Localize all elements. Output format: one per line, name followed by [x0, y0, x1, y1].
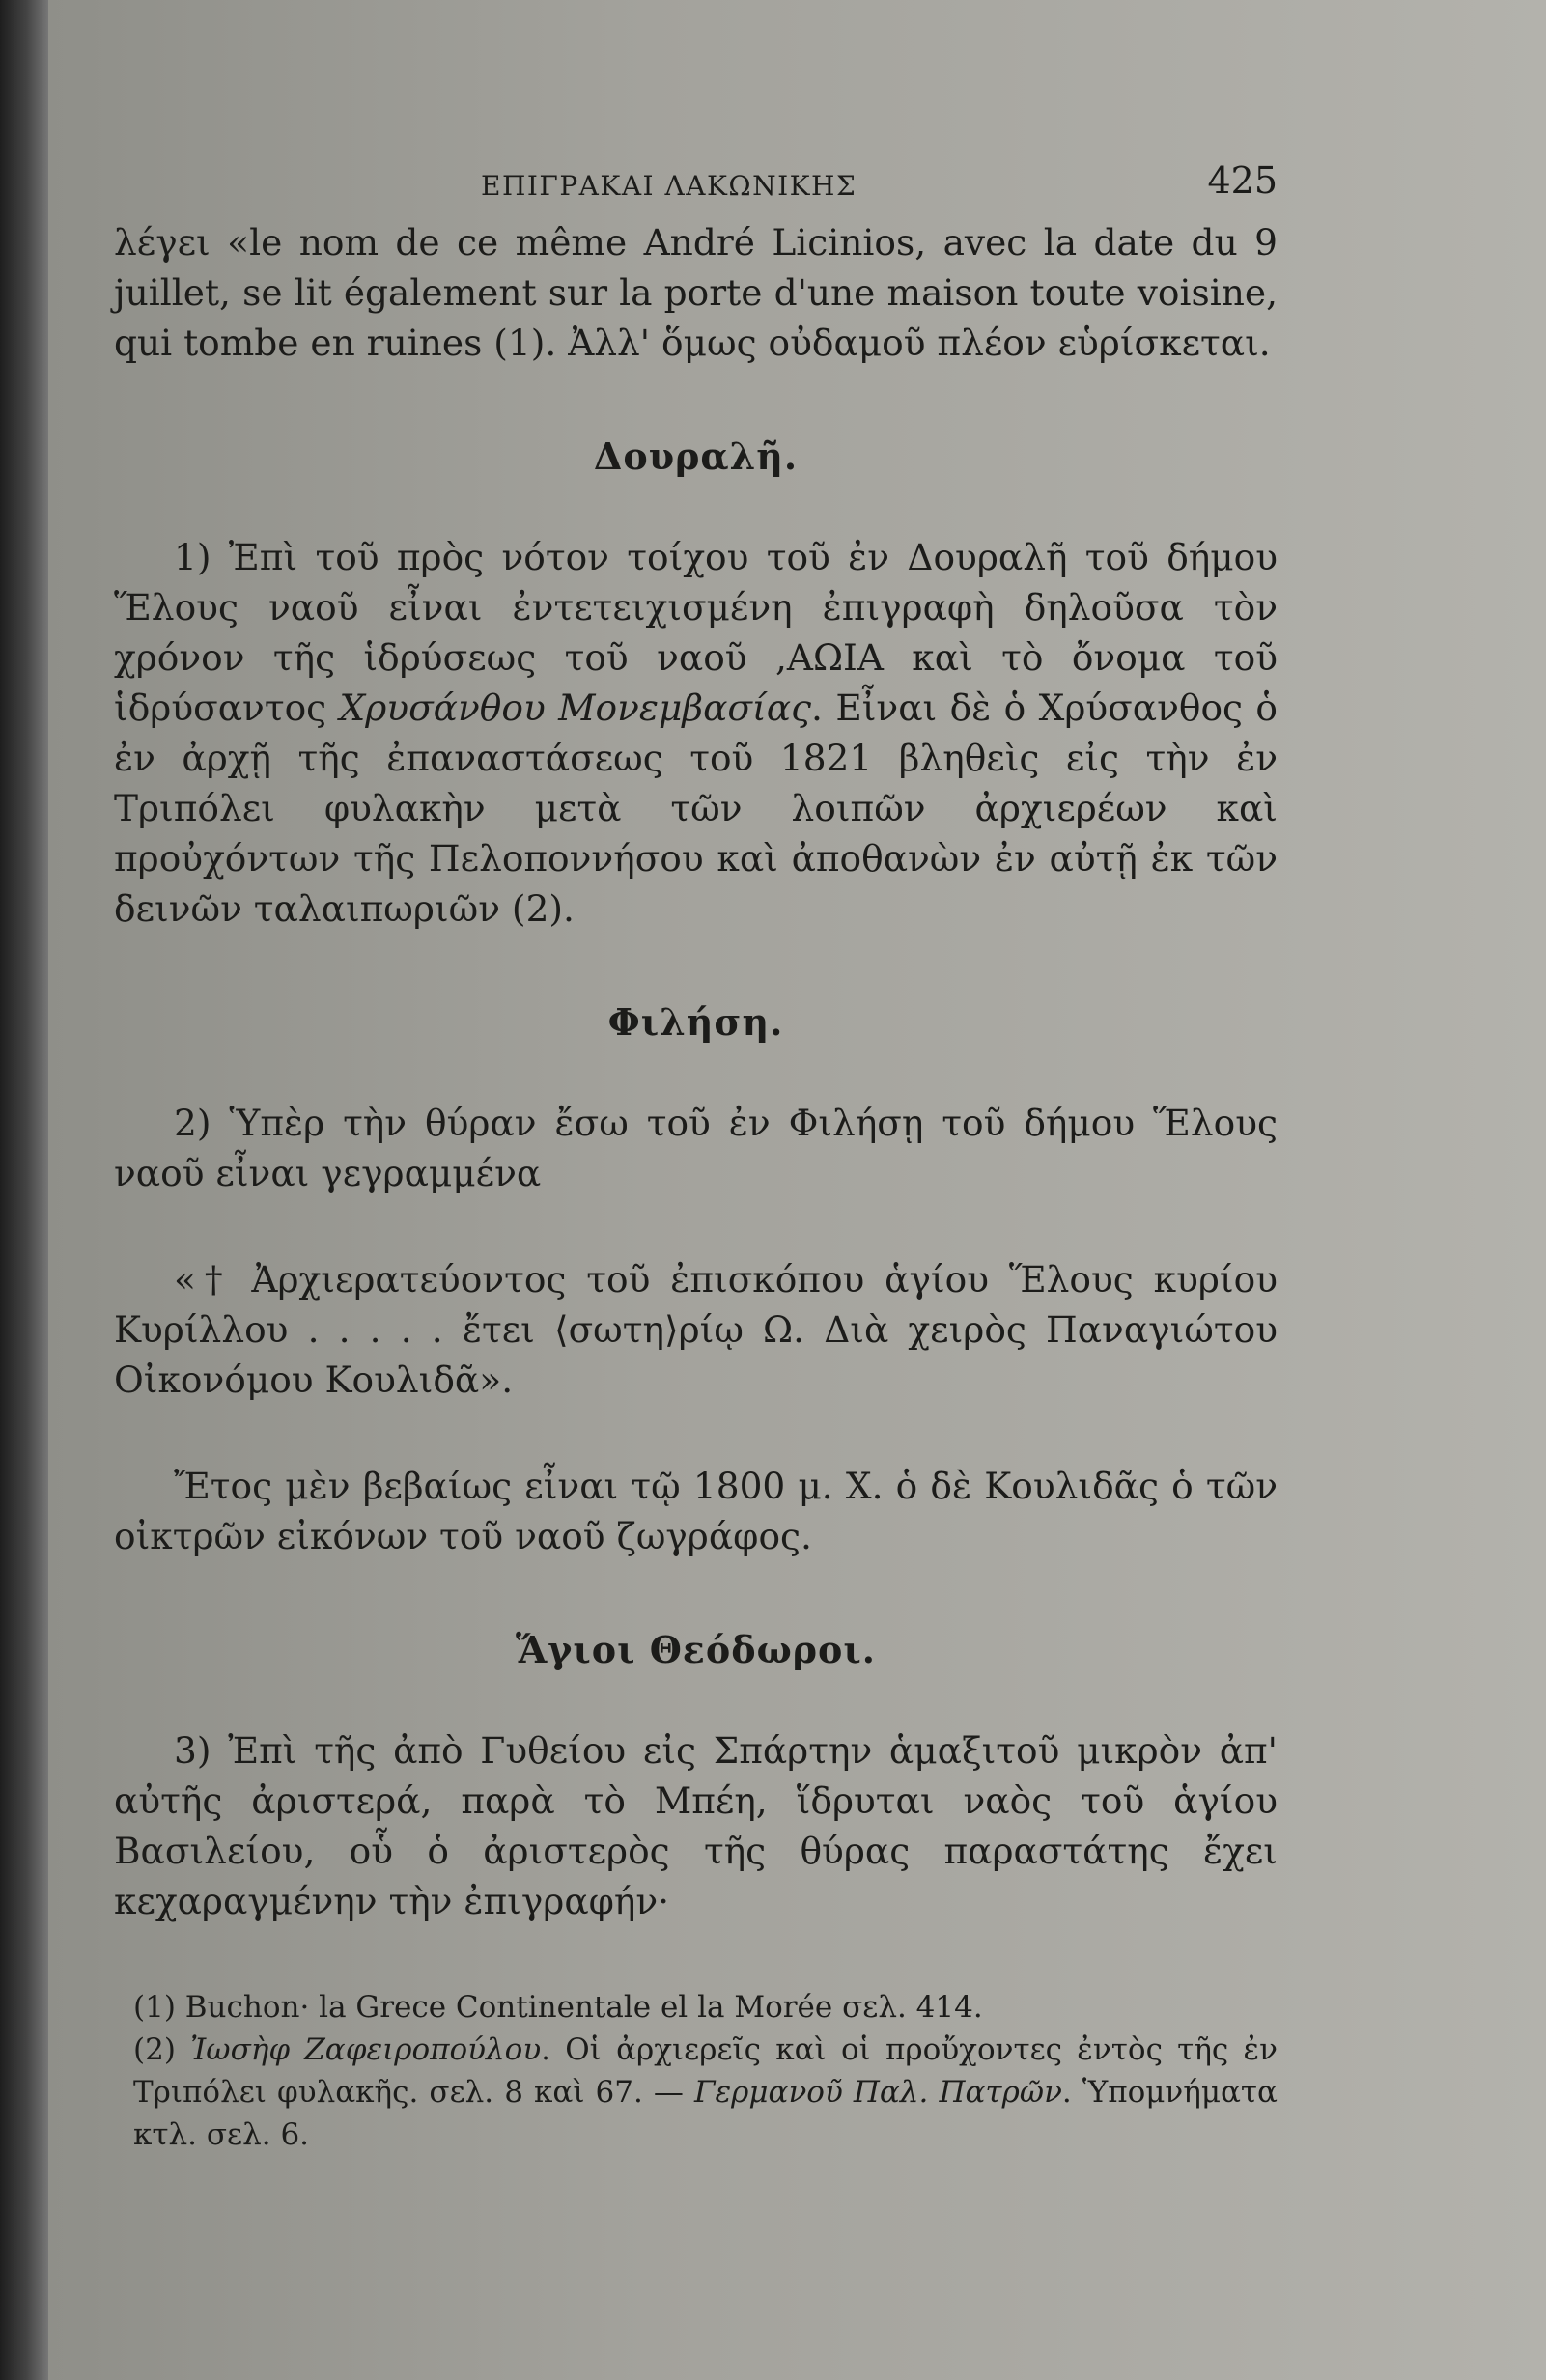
intro-paragraph: λέγει «le nom de ce même André Licinios, avec la date du 9 juillet, se lit également sur la porte d'une maison toute voisine, qui tombe en ruines (1). Ἀλλ' ὅμως οὐδαμοῦ πλέον εὑρίσκεται.: [114, 221, 1278, 364]
footnote-2-author2: Γερμανοῦ Παλ. Πατρῶν: [694, 2075, 1062, 2110]
scan-shadow-edge: [0, 0, 48, 2380]
running-title: ΕΠΙΓΡΑΚΑΙ ΛΑΚΩΝΙΚΗΣ: [481, 170, 857, 202]
section-heading-agioi-theodoroi: Ἅγιοι Θεόδωροι.: [515, 1628, 876, 1671]
footnote-2-num: (2): [133, 2032, 191, 2067]
paragraph-2-comment: Ἔτος μὲν βεβαίως εἶναι τῷ 1800 μ. Χ. ὁ δὲ Κουλιδᾶς ὁ τῶν οἰκτρῶν εἰκόνων τοῦ ναοῦ ζωγράφος.: [114, 1465, 1278, 1557]
paragraph-1-name: Χρυσάνθου Μονεμβασίας: [339, 686, 812, 729]
paragraph-3: 3) Ἐπὶ τῆς ἀπὸ Γυθείου εἰς Σπάρτην ἁμαξιτοῦ μικρὸν ἀπ' αὐτῆς ἀριστερά, παρὰ τὸ Μπέη, ἵδρυται ναὸς τοῦ ἁγίου Βασιλείου, οὗ ὁ ἀριστερὸς τῆς θύρας παραστάτης ἔχει κεχαραγμένην τὴν ἐπιγραφήν·: [114, 1729, 1278, 1922]
footnote-1: (1) Buchon· la Grece Continentale el la Morée σελ. 414.: [133, 1990, 983, 2025]
paragraph-1-text: 1) Ἐπὶ τοῦ πρὸς νότον τοίχου τοῦ ἐν Δουραλῆ τοῦ δήμου Ἕλους ναοῦ εἶναι ἐντετειχισμένη ἐπιγραφὴ δηλοῦσα τὸν χρόνον τῆς ἱδρύσεως τοῦ ναοῦ ,ΑΩΙΑ καὶ τὸ ὄνομα τοῦ ἱδρύσαντος: [114, 536, 1278, 729]
page-number: 425: [1207, 159, 1278, 202]
book-page: [48, 0, 1546, 2380]
paragraph-1-end: . Εἶναι δὲ ὁ Χρύσανθος ὁ ἐν ἀρχῇ τῆς ἐπαναστάσεως τοῦ 1821 βληθεὶς εἰς τὴν ἐν Τριπόλει φυλακὴν μετὰ τῶν λοιπῶν ἀρχιερέων καὶ προὐχόντων τῆς Πελοποννήσου καὶ ἀποθανὼν ἐν αὐτῇ ἐκ τῶν δεινῶν ταλαιπωριῶν (2).: [114, 686, 1278, 930]
section-heading-filisi: Φιλήση.: [607, 1000, 784, 1044]
inscription-quote: «† Ἀρχιερατεύοντος τοῦ ἐπισκόπου ἁγίου Ἕλους κυρίου Κυρίλλου . . . . . ἔτει ⟨σωτη⟩ρίῳ Ω. Διὰ χειρὸς Παναγιώτου Οἰκονόμου Κουλιδᾶ».: [114, 1258, 1278, 1401]
running-header: [114, 150, 1278, 217]
paragraph-1: [114, 532, 1278, 934]
footnote-2: [133, 2029, 1278, 2156]
footnotes: [114, 1986, 1278, 2156]
section-heading-douralh: Δουραλῆ.: [593, 434, 799, 478]
paragraph-2: 2) Ὑπὲρ τὴν θύραν ἔσω τοῦ ἐν Φιλήσῃ τοῦ δήμου Ἕλους ναοῦ εἶναι γεγραμμένα: [114, 1102, 1278, 1194]
footnote-2-text: . Οἱ ἀρχιερεῖς καὶ οἱ προὔχοντες ἐντὸς τῆς ἐν Τριπόλει φυλακῆς. σελ. 8 καὶ 67. —: [133, 2032, 1278, 2110]
footnote-2-author: Ἰωσὴφ Ζαφειροπούλου: [190, 2032, 542, 2067]
footnote-2-end: . Ὑπομνήματα κτλ. σελ. 6.: [133, 2075, 1278, 2152]
page-text-block: [114, 150, 1278, 2156]
